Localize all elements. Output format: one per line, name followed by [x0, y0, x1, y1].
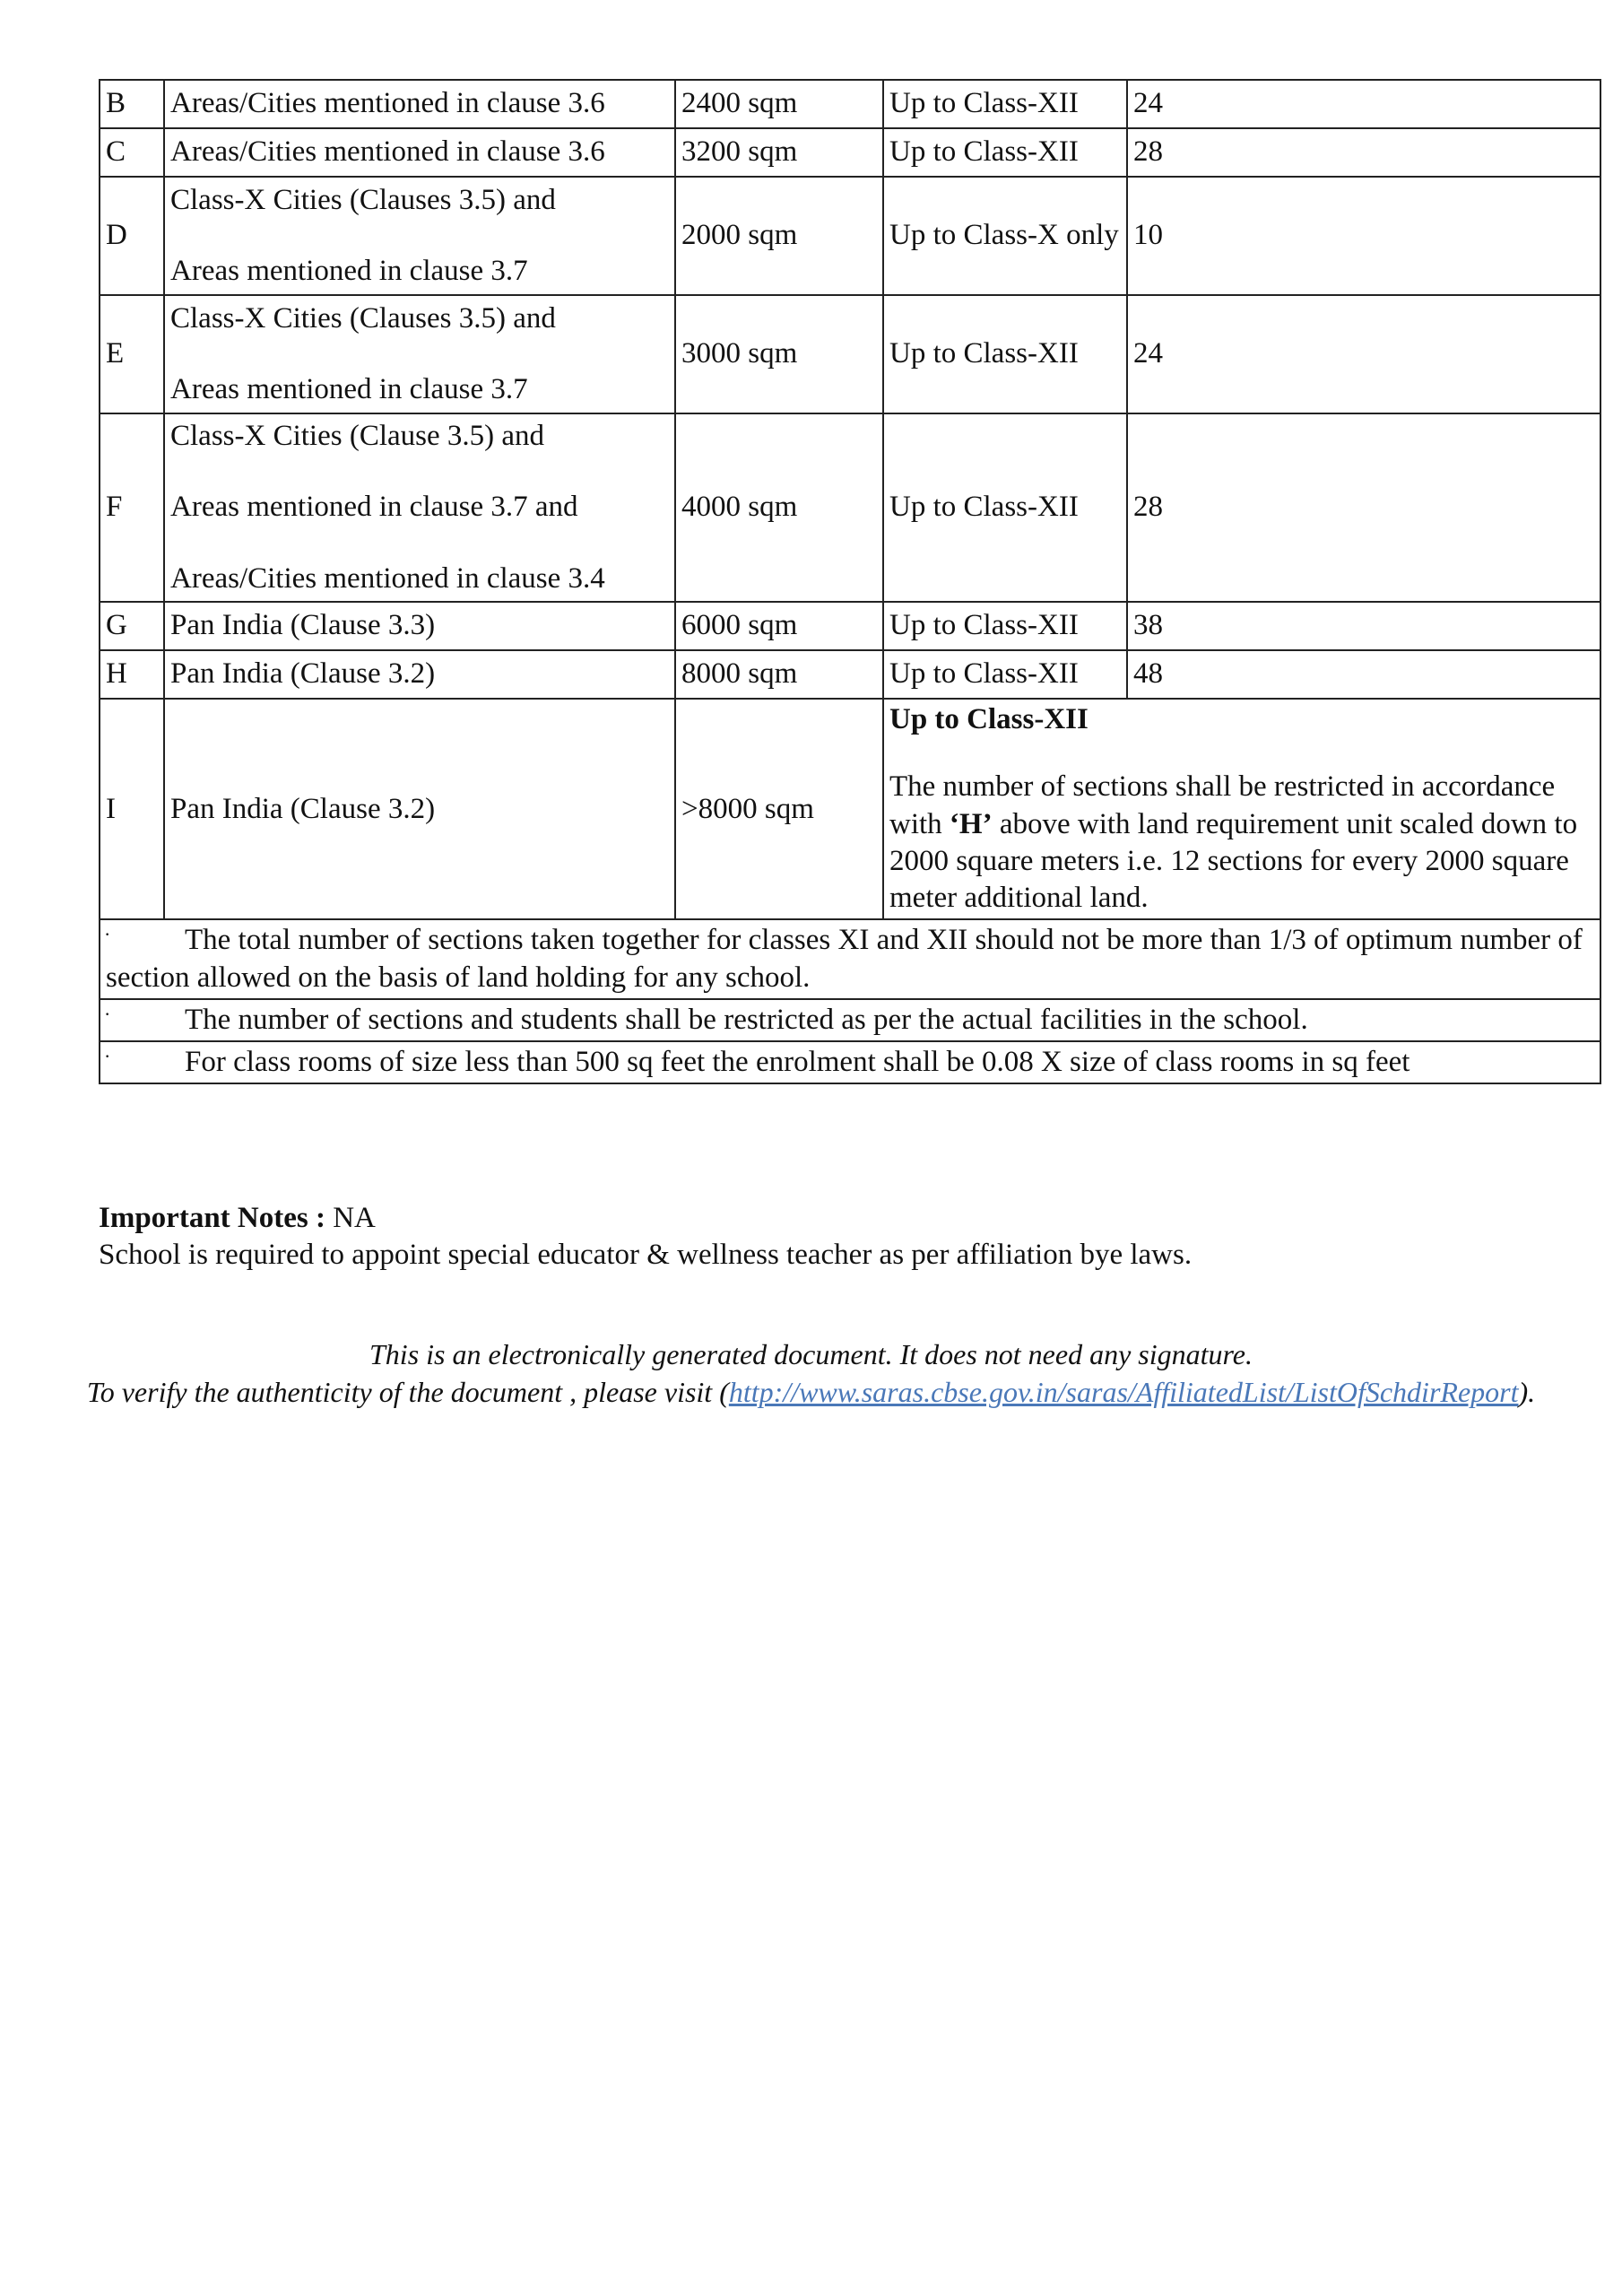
- area-cell: Pan India (Clause 3.3): [164, 602, 675, 650]
- sections-cell: 38: [1127, 602, 1600, 650]
- note-cell: [100, 1041, 1600, 1083]
- classes-cell: Up to Class-X only: [883, 177, 1127, 295]
- sections-cell: 28: [1127, 413, 1600, 602]
- footer-verify-text: To verify the authenticity of the document , please visit (: [86, 1375, 729, 1408]
- sections-cell: 24: [1127, 80, 1600, 128]
- important-notes-label: Important Notes :: [99, 1202, 325, 1234]
- area-cell: [164, 177, 675, 295]
- area-cell: [164, 295, 675, 413]
- description-text: above with land requirement unit scaled down to 2000 square meters i.e. 12 sections for every 2000 square meter additional land.: [889, 807, 1578, 914]
- description-text: The number of sections shall be restricted in accordance with: [889, 770, 1556, 840]
- category-cell: I: [100, 699, 164, 919]
- area-line: Areas mentioned in clause 3.7: [170, 255, 528, 287]
- sections-cell: 48: [1127, 650, 1600, 699]
- sections-cell: 28: [1127, 128, 1600, 177]
- footer-line-1: This is an electronically generated document. It does not need any signature.: [369, 1338, 1253, 1370]
- area-line: Areas/Cities mentioned in clause 3.4: [170, 561, 605, 595]
- table-row: [100, 699, 1600, 919]
- note-text: For class rooms of size less than 500 sq feet the enrolment shall be 0.08 X size of class rooms in sq feet: [185, 1046, 1410, 1078]
- footer-close-text: ).: [1518, 1375, 1536, 1408]
- description-emphasis: ‘H’: [949, 807, 993, 840]
- land-cell: 2400 sqm: [675, 80, 883, 128]
- table-row: [100, 128, 1600, 177]
- category-cell: C: [100, 128, 164, 177]
- category-cell: F: [100, 413, 164, 602]
- note-cell: [100, 999, 1600, 1041]
- special-educator-note: School is required to appoint special educator & wellness teacher as per affiliation bye laws.: [99, 1239, 1193, 1272]
- land-cell: 6000 sqm: [675, 602, 883, 650]
- classes-cell: [883, 699, 1600, 919]
- classes-cell: Up to Class-XII: [883, 602, 1127, 650]
- sections-cell: 24: [1127, 295, 1600, 413]
- category-cell: G: [100, 602, 164, 650]
- land-requirement-table: [99, 79, 1601, 1084]
- table-row: [100, 650, 1600, 699]
- note-row: [100, 1041, 1600, 1083]
- important-notes-value: NA: [333, 1202, 376, 1234]
- verification-link[interactable]: http://www.saras.cbse.gov.in/saras/AffiliatedList/ListOfSchdirReport: [728, 1375, 1519, 1408]
- area-line: Areas mentioned in clause 3.7 and: [170, 491, 578, 524]
- note-cell: [100, 919, 1600, 999]
- area-cell: [164, 413, 675, 602]
- classes-title: Up to Class-XII: [889, 703, 1089, 735]
- table-row: [100, 413, 1600, 602]
- classes-description: [889, 769, 1594, 917]
- important-notes-line: [99, 1200, 1192, 1237]
- classes-cell: Up to Class-XII: [883, 295, 1127, 413]
- table-row: [100, 177, 1600, 295]
- classes-cell: Up to Class-XII: [883, 650, 1127, 699]
- footer-line-2: [0, 1374, 1622, 1412]
- bullet-glyph: ·: [104, 923, 111, 946]
- table-row: [100, 602, 1600, 650]
- area-cell: Areas/Cities mentioned in clause 3.6: [164, 80, 675, 128]
- classes-cell: Up to Class-XII: [883, 413, 1127, 602]
- note-text: The number of sections and students shall be restricted as per the actual facilities in the school.: [185, 1003, 1308, 1036]
- table-row: [100, 295, 1600, 413]
- land-cell: 4000 sqm: [675, 413, 883, 602]
- area-line: Class-X Cities (Clause 3.5) and: [170, 420, 545, 453]
- area-line: Class-X Cities (Clauses 3.5) and: [170, 301, 556, 335]
- important-notes: [99, 1200, 1192, 1274]
- land-cell: 8000 sqm: [675, 650, 883, 699]
- land-cell: 2000 sqm: [675, 177, 883, 295]
- area-line: Class-X Cities (Clauses 3.5) and: [170, 183, 556, 216]
- category-cell: E: [100, 295, 164, 413]
- note-row: [100, 919, 1600, 999]
- note-row: [100, 999, 1600, 1041]
- area-cell: Areas/Cities mentioned in clause 3.6: [164, 128, 675, 177]
- category-cell: B: [100, 80, 164, 128]
- land-cell: >8000 sqm: [675, 699, 883, 919]
- classes-cell: Up to Class-XII: [883, 128, 1127, 177]
- footer-disclaimer: [0, 1336, 1622, 1411]
- bullet-glyph: ·: [104, 1045, 111, 1067]
- bullet-glyph: ·: [104, 1002, 111, 1025]
- category-cell: H: [100, 650, 164, 699]
- note-text: The total number of sections taken together for classes XI and XII should not be more than 1/3 of optimum number of section allowed on the basis of land holding for any school.: [106, 924, 1583, 994]
- area-line: Areas mentioned in clause 3.7: [170, 373, 528, 405]
- category-cell: D: [100, 177, 164, 295]
- land-cell: 3200 sqm: [675, 128, 883, 177]
- area-cell: Pan India (Clause 3.2): [164, 699, 675, 919]
- table-row: [100, 80, 1600, 128]
- sections-cell: 10: [1127, 177, 1600, 295]
- area-cell: Pan India (Clause 3.2): [164, 650, 675, 699]
- land-cell: 3000 sqm: [675, 295, 883, 413]
- classes-cell: Up to Class-XII: [883, 80, 1127, 128]
